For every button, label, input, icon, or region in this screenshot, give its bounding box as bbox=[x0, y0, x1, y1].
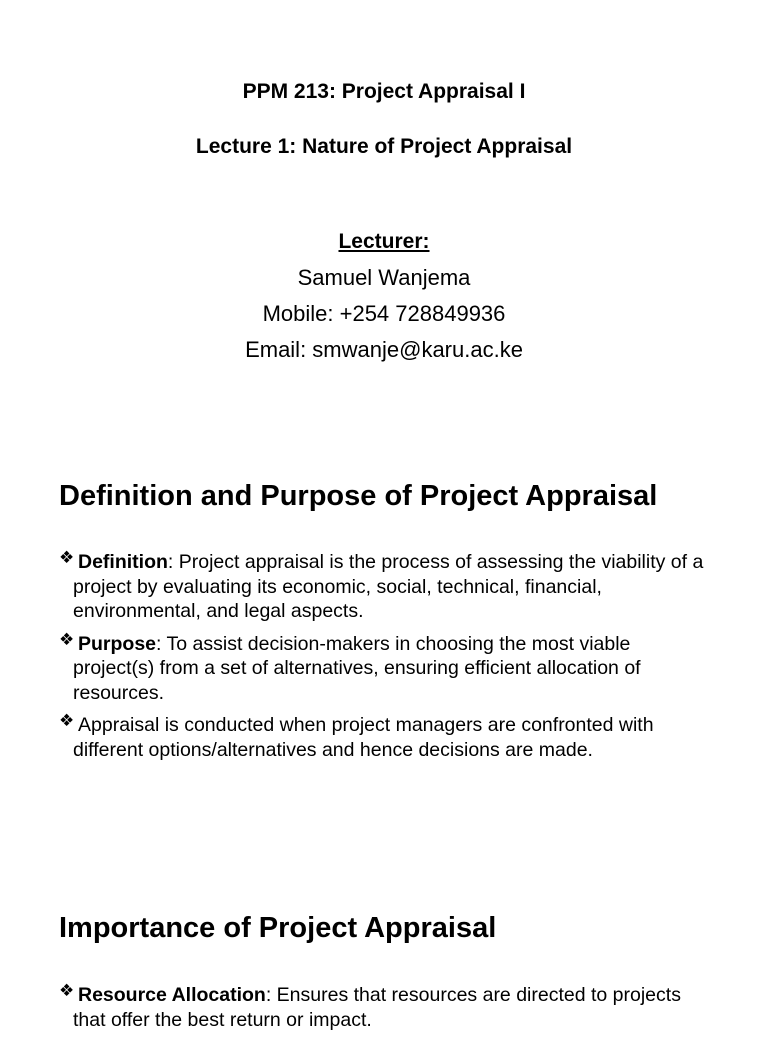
diamond-bullet-icon: ❖ bbox=[59, 629, 75, 649]
bullet-text-definition: : Project appraisal is the process of assessing the viability of a project by evaluating its economic, social, technical, financial, environmental, and legal aspects. bbox=[73, 551, 704, 622]
diamond-bullet-icon: ❖ bbox=[59, 548, 75, 567]
lecturer-mobile: Mobile: +254 728849936 bbox=[262, 301, 506, 326]
importance-bullet-list bbox=[59, 983, 709, 1040]
section-heading-definition-purpose: Definition and Purpose of Project Appraisal bbox=[59, 480, 658, 512]
definition-purpose-bullet-list bbox=[59, 550, 709, 770]
bullet-item-appraisal-conducted bbox=[59, 713, 709, 762]
bullet-text-appraisal-conducted: Appraisal is conducted when project managers are confronted with different options/alternatives and hence decisions are made. bbox=[73, 714, 654, 761]
bullet-term-purpose: Purpose bbox=[78, 632, 157, 655]
lecturer-email: Email: smwanje@karu.ac.ke bbox=[245, 337, 523, 362]
lecture-title: Lecture 1: Nature of Project Appraisal bbox=[195, 135, 573, 158]
bullet-item-resource-allocation bbox=[59, 983, 709, 1032]
section-heading-importance: Importance of Project Appraisal bbox=[59, 912, 497, 944]
lecturer-name: Samuel Wanjema bbox=[297, 265, 471, 290]
bullet-text-purpose: : To assist decision-makers in choosing the most viable project(s) from a set of alternatives, ensuring efficient allocation of resources. bbox=[73, 632, 641, 704]
bullet-item-definition bbox=[59, 550, 709, 624]
bullet-text-resource-allocation: : Ensures that resources are directed to projects that offer the best return or impact. bbox=[73, 984, 681, 1031]
bullet-term-definition: Definition bbox=[78, 551, 168, 573]
diamond-bullet-icon: ❖ bbox=[59, 711, 75, 730]
course-title: PPM 213: Project Appraisal I bbox=[242, 80, 526, 103]
bullet-term-resource-allocation: Resource Allocation bbox=[78, 984, 266, 1006]
diamond-bullet-icon: ❖ bbox=[59, 981, 75, 1000]
lecturer-label: Lecturer: bbox=[338, 230, 430, 253]
bullet-item-purpose bbox=[59, 629, 709, 706]
